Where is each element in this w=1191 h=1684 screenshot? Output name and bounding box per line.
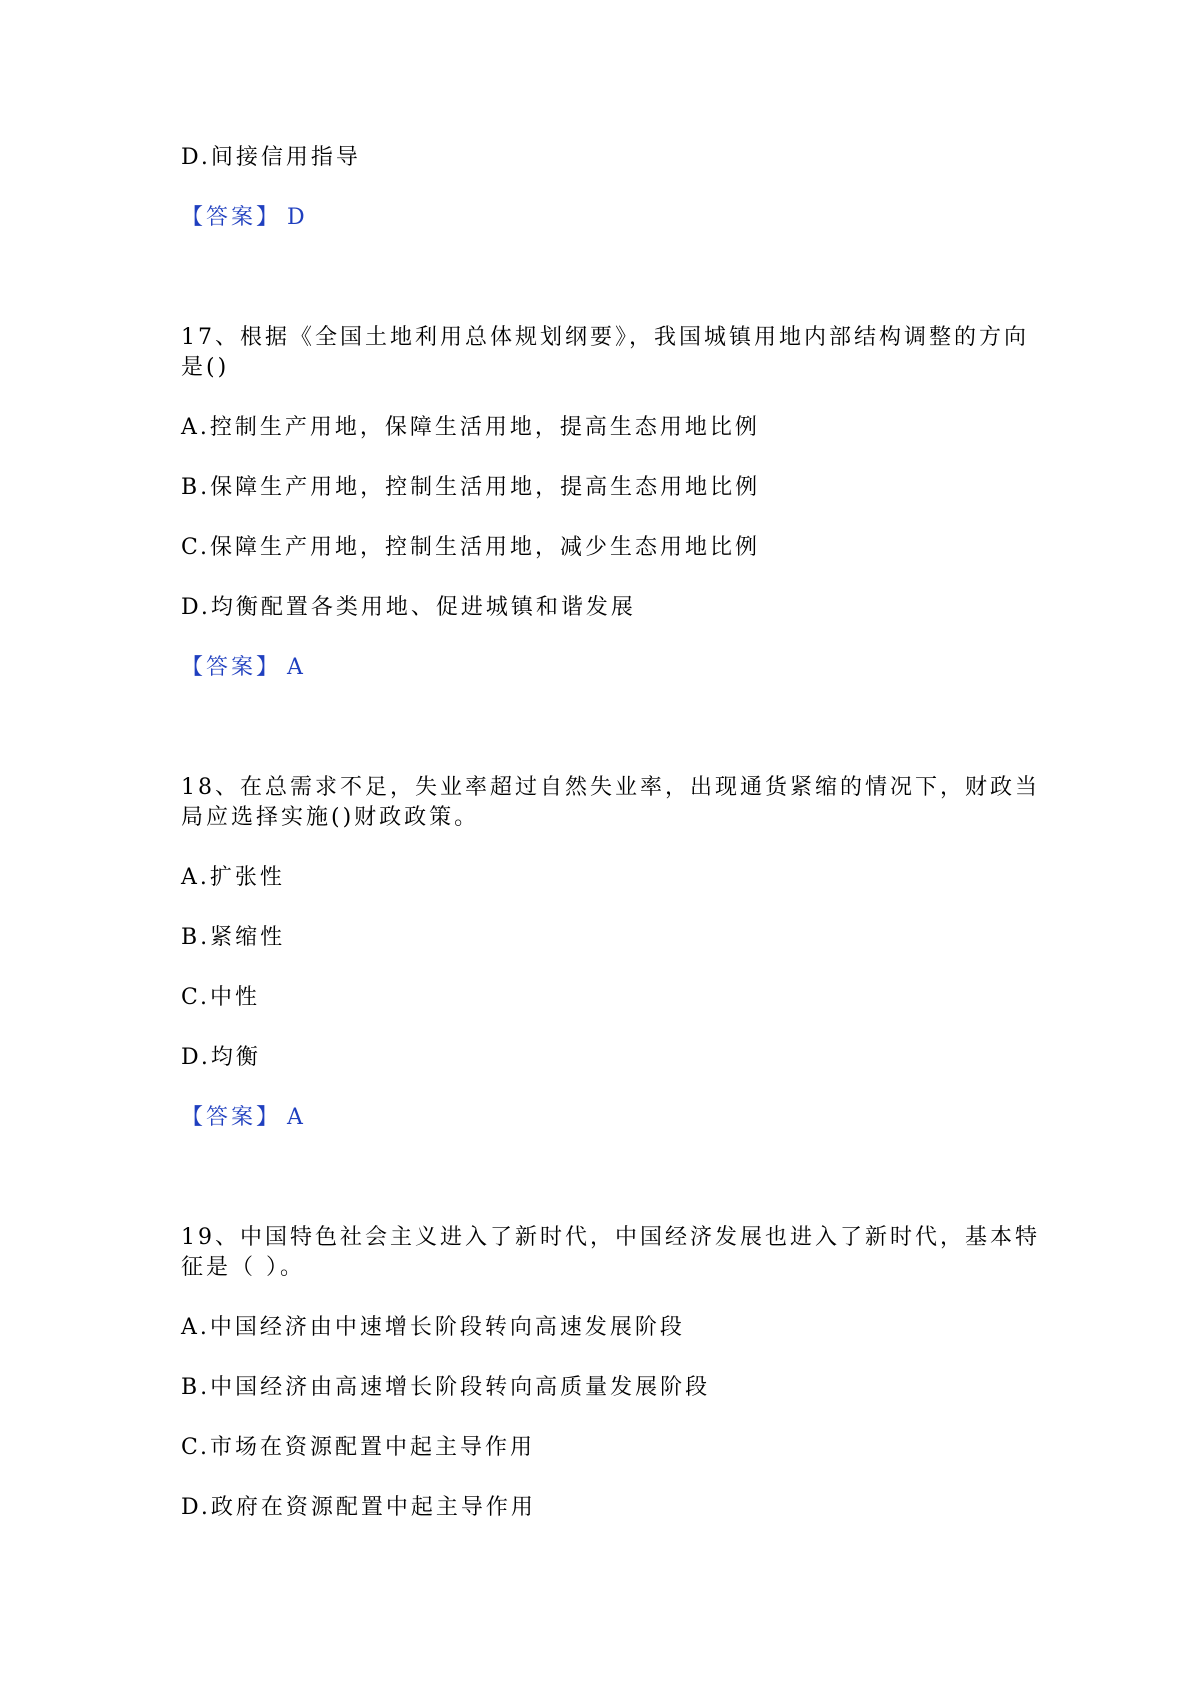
q18-stem-line2: 局应选择实施()财政政策。 [181, 805, 480, 830]
q18-option-d: D.均衡 [181, 1045, 261, 1070]
answer-label: 【答案】 [181, 1105, 282, 1130]
q19-option-d: D.政府在资源配置中起主导作用 [181, 1495, 536, 1520]
q19-option-a: A.中国经济由中速增长阶段转向高速发展阶段 [181, 1315, 685, 1340]
q18-option-c: C.中性 [181, 985, 261, 1010]
q18-stem-line1: 18、在总需求不足，失业率超过自然失业率，出现通货紧缩的情况下，财政当 [181, 775, 1040, 800]
q17-option-a: A.控制生产用地，保障生活用地，提高生态用地比例 [181, 415, 760, 440]
q17-option-d: D.均衡配置各类用地、促进城镇和谐发展 [181, 595, 636, 620]
q17-option-b: B.保障生产用地，控制生活用地，提高生态用地比例 [181, 475, 761, 500]
answer-value: D [287, 205, 308, 230]
q17-answer [181, 653, 306, 683]
q19-option-c: C.市场在资源配置中起主导作用 [181, 1435, 536, 1460]
answer-label: 【答案】 [181, 655, 282, 680]
answer-label: 【答案】 [181, 205, 282, 230]
answer-value: A [287, 1105, 306, 1130]
q17-stem-line1: 17、根据《全国土地利用总体规划纲要》，我国城镇用地内部结构调整的方向 [181, 325, 1029, 350]
q19-stem-line1: 19、中国特色社会主义进入了新时代，中国经济发展也进入了新时代，基本特 [181, 1225, 1040, 1250]
answer-value: A [287, 655, 306, 680]
q17-stem-line2: 是() [181, 355, 230, 380]
q18-answer [181, 1103, 306, 1133]
q16-option-d: D.间接信用指导 [181, 145, 361, 170]
q17-option-c: C.保障生产用地，控制生活用地，减少生态用地比例 [181, 535, 761, 560]
q18-option-b: B.紧缩性 [181, 925, 286, 950]
q19-option-b: B.中国经济由高速增长阶段转向高质量发展阶段 [181, 1375, 711, 1400]
q19-stem-line2: 征是（ ）。 [181, 1255, 305, 1280]
q16-answer [181, 203, 308, 233]
q18-option-a: A.扩张性 [181, 865, 285, 890]
